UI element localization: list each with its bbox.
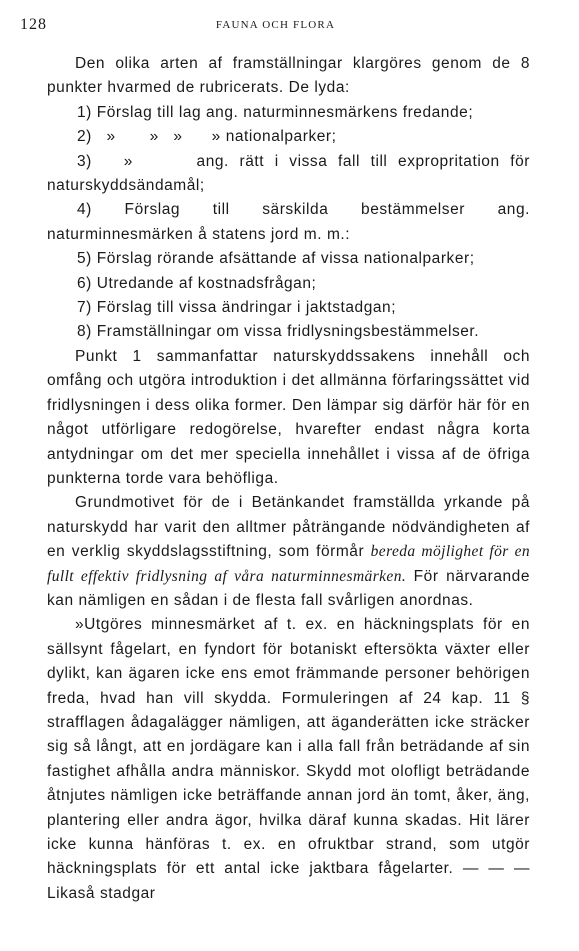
list-item-7: 7) Förslag till vissa ändringar i jaktstadgan; (77, 299, 397, 317)
list-item-1: 1) Förslag till lag ang. naturminnesmärkens fredande; (77, 103, 474, 121)
body-text (47, 52, 530, 906)
page-header (20, 16, 531, 38)
paragraph-grundmotivet (47, 491, 530, 613)
grundmotivet-text-b: För närvarande kan nämligen en sådan i de flesta fall svårligen anordnas. (47, 567, 531, 609)
grundmotivet-text-a: Grundmotivet för de i Betänkandet framställda yrkande på naturskydd har varit den alltmer påträngande nödvändigheten af en verklig skyddslagsstiftning, som förmår (47, 494, 530, 561)
intro-paragraph: Den olika arten af framställningar klargöres genom de 8 punkter hvarmed de rubricerats. De lyda: (47, 55, 530, 97)
list-item-3: 3) » ang. rätt i vissa fall till expropritation för naturskyddsändamål; (47, 152, 530, 195)
list-item-5: 5) Förslag rörande afsättande af vissa nationalparker; (77, 250, 475, 268)
list-item-2: 2) » » » » nationalparker; (77, 128, 337, 146)
running-title: FAUNA OCH FLORA (215, 19, 336, 31)
list-item-4: 4) Förslag till särskilda bestämmelser ang. naturminnesmärken å statens jord m. m.: (47, 201, 530, 243)
page-number: 128 (20, 16, 47, 33)
list-item-8: 8) Framställningar om vissa fridlysningsbestämmelser. (77, 323, 480, 341)
paragraph-punkt: Punkt 1 sammanfattar naturskyddssakens innehåll och omfång och utgöra introduktion i det allmänna förfaringssättet vid fridlysningen i dess olika former. Den lämpar sig därför här för en något utförligare redogörelse, hvarefter endast några korta antydningar om det mer speciella innehållet i vissa af de öfriga punkterna torde vara behöfliga. (47, 347, 530, 487)
grundmotivet-emphasis: bereda möjlighet för en fullt effektiv fridlysning af våra naturminnesmärken. (47, 543, 530, 585)
list-item-6: 6) Utredande af kostnadsfrågan; (77, 274, 317, 292)
paragraph-quote: »Utgöres minnesmärket af t. ex. en häckningsplats för en sällsynt fågelart, en fyndort för botaniskt eftersökta växter eller dylikt, kan ägaren icke ens emot främmande personer behörigen freda, hvad han vill skydda. Formuleringen af 24 kap. 11 § strafflagen ådagalägger nämligen, att äganderätten icke sträcker sig så långt, att en jordägare kan i alla fall från beträdande af sin fastighet afhålla andra människor. Skydd mot olofligt beträdande åtnjutes nämligen icke beträffande annan jord än tomt, åker, äng, plantering eller andra ägor, hvilka däraf kunna skadas. Hit lärer icke kunna hänföras t. ex. en ofruktbar strand, som utgör häckningsplats för ett antal icke jaktbara fågelarter. — — — Likaså stadgar (47, 616, 530, 902)
